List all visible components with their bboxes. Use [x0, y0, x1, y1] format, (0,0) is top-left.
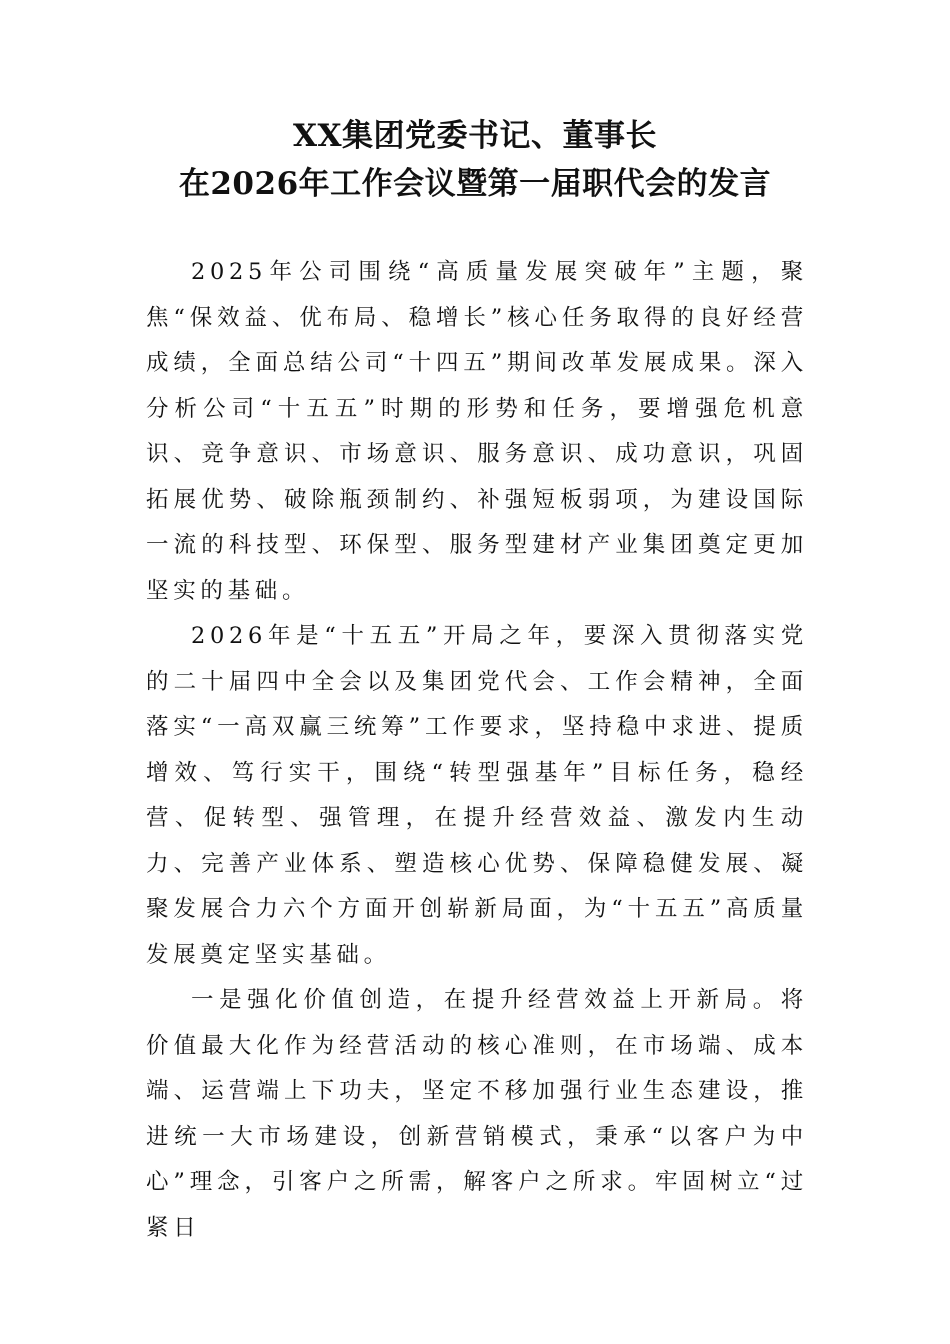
title-line-1: XX集团党委书记、董事长	[292, 118, 658, 154]
title-line-2: 在2026年工作会议暨第一届职代会的发言	[178, 166, 772, 202]
paragraph-1: 2025年公司围绕“高质量发展突破年”主题，聚焦“保效益、优布局、稳增长”核心任务取得的良好经营成绩，全面总结公司“十四五”期间改革发展成果。深入分析公司“十五五”时期的形势和任务，要增强危机意识、竞争意识、市场意识、服务意识、成功意识，巩固拓展优势、破除瓶颈制约、补强短板弱项，为建设国际一流的科技型、环保型、服务型建材产业集团奠定更加坚实的基础。	[146, 259, 808, 604]
paragraph-2: 2026年是“十五五”开局之年，要深入贯彻落实党的二十届四中全会以及集团党代会、工作会精神，全面落实“一高双赢三统筹”工作要求，坚持稳中求进、提质增效、笃行实干，围绕“转型强基年”目标任务，稳经营、促转型、强管理，在提升经营效益、激发内生动力、完善产业体系、塑造核心优势、保障稳健发展、凝聚发展合力六个方面开创崭新局面，为“十五五”高质量发展奠定坚实基础。	[146, 623, 808, 968]
document-body	[146, 250, 808, 1251]
document-title	[0, 112, 950, 208]
paragraph-3: 一是强化价值创造，在提升经营效益上开新局。将价值最大化作为经营活动的核心准则，在市场端、成本端、运营端上下功夫，坚定不移加强行业生态建设，推进统一大市场建设，创新营销模式，秉承“以客户为中心”理念，引客户之所需，解客户之所求。牢固树立“过紧日	[146, 987, 808, 1241]
